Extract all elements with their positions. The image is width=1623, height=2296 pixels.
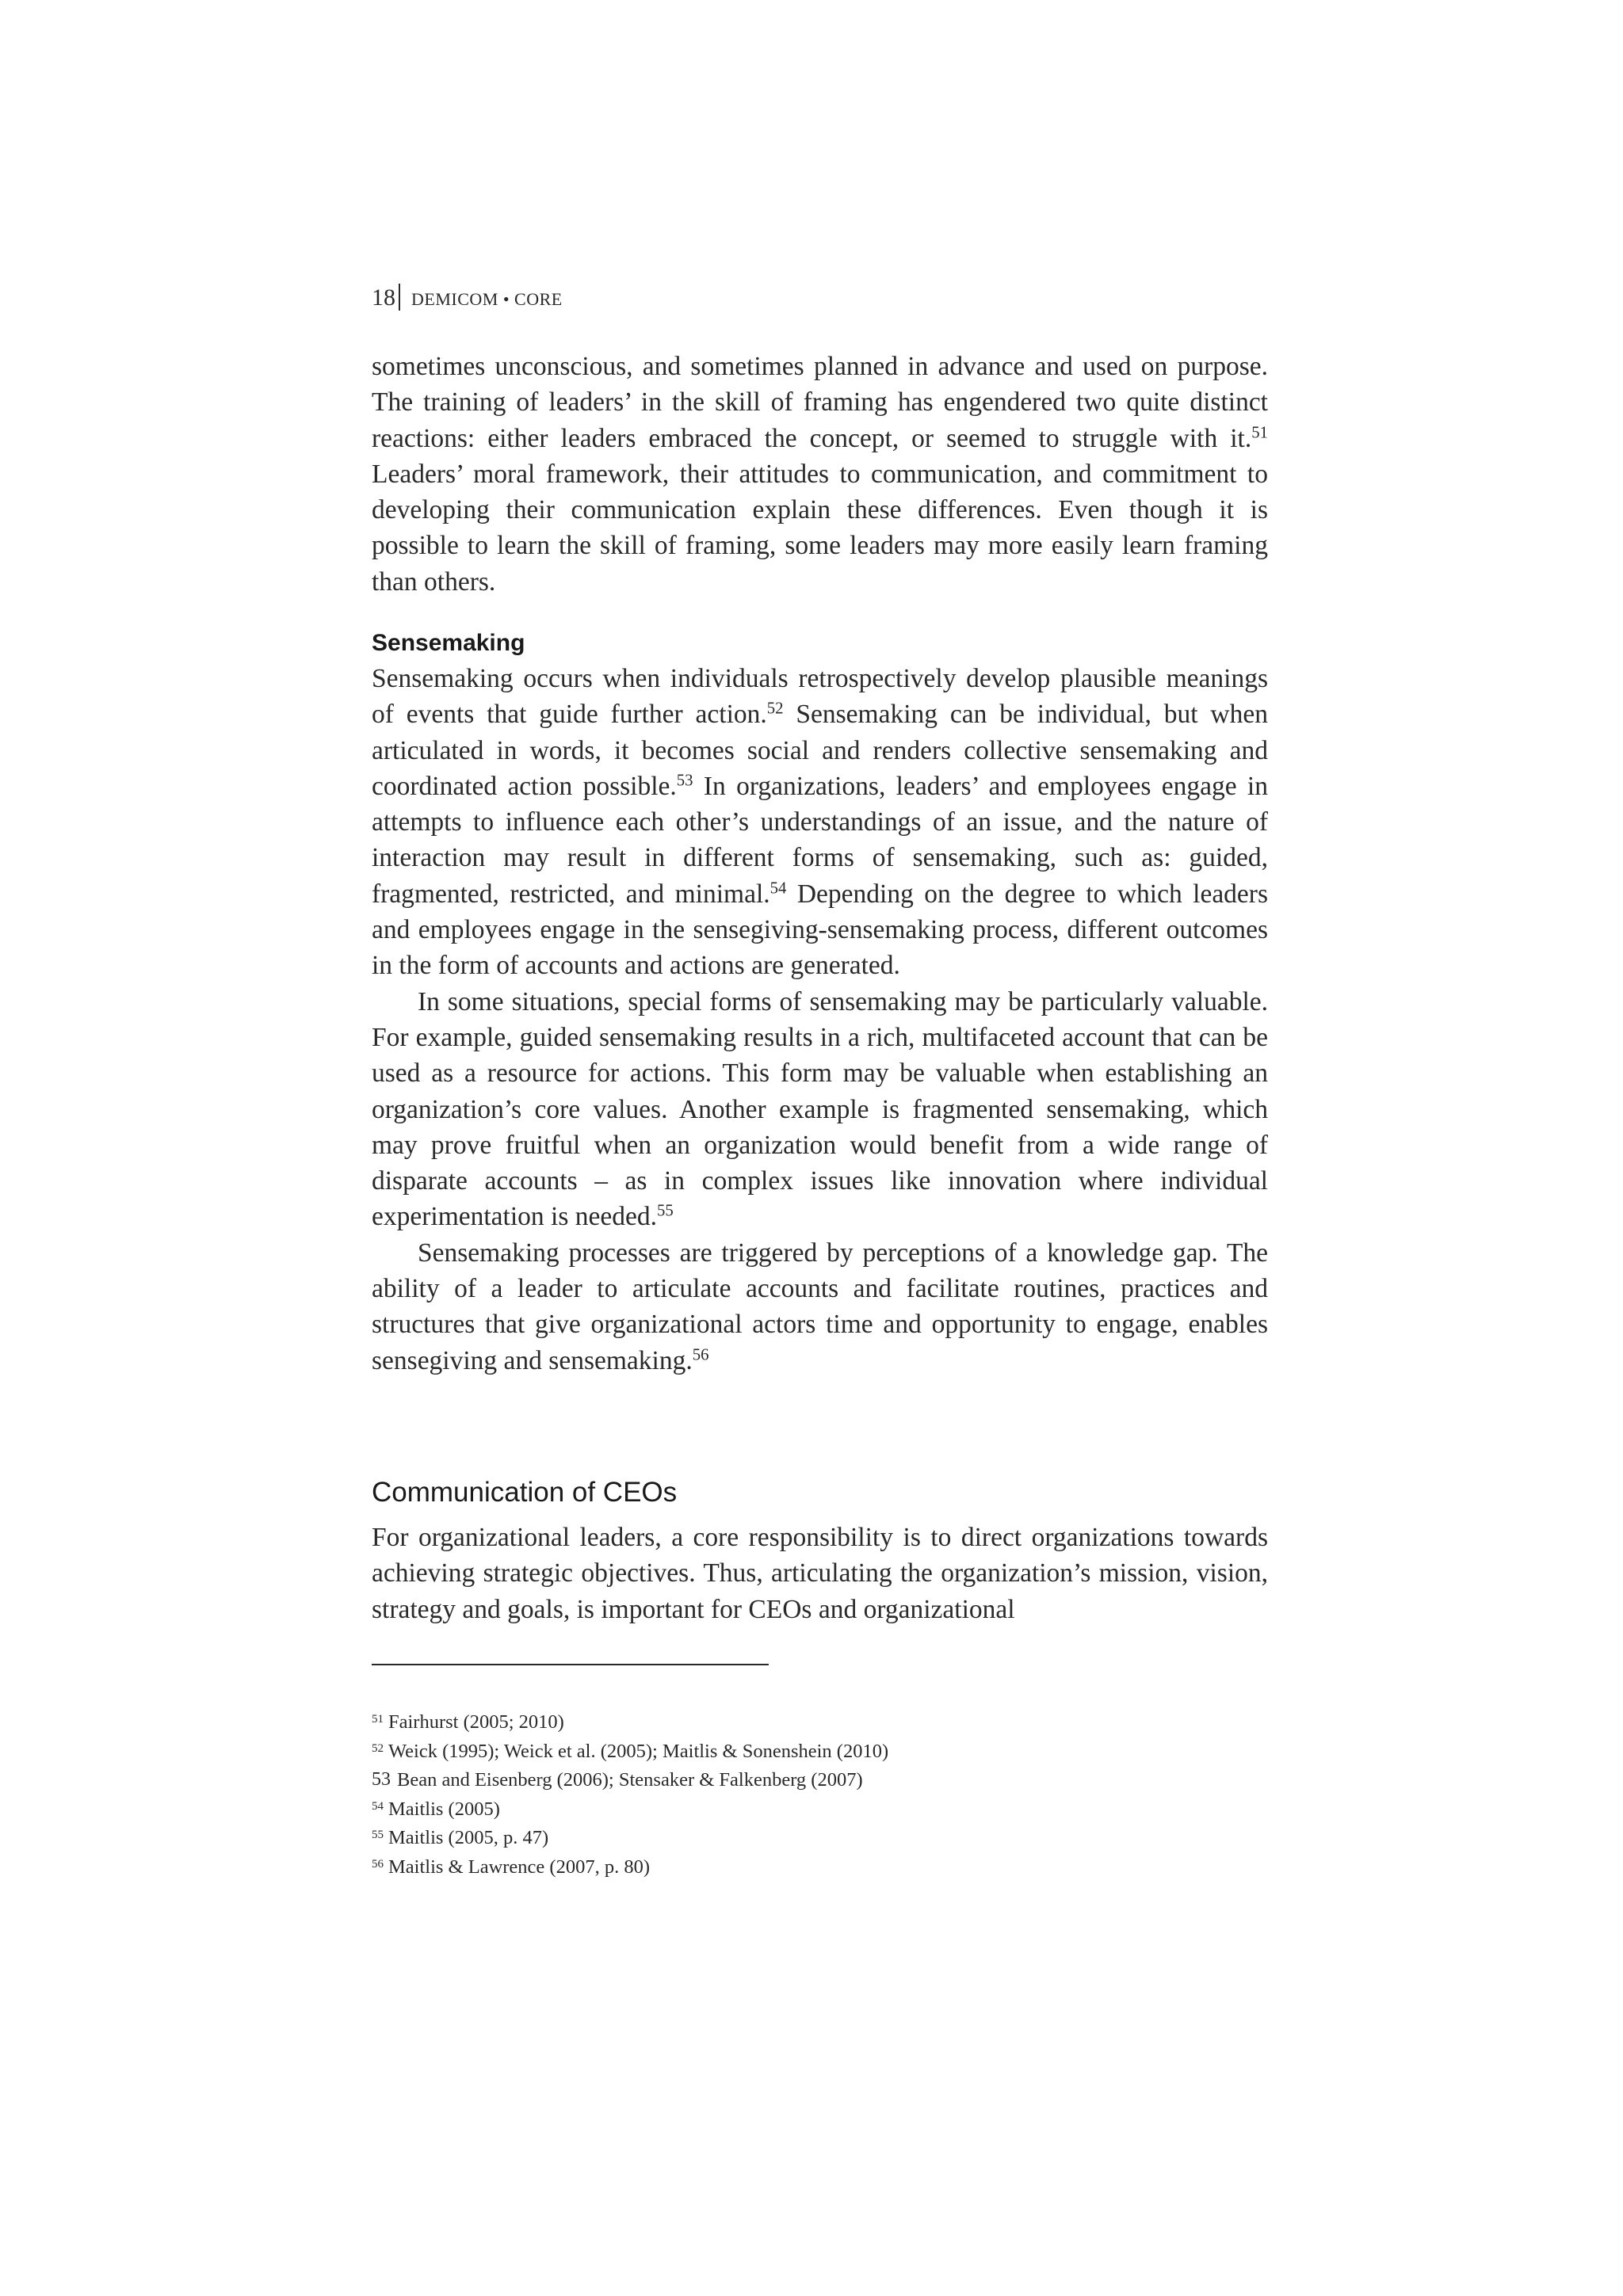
ceo-paragraph: For organizational leaders, a core responsibility is to direct organizations towards achieving strategic objectives. Thus, articulating the organization’s mission, vision, strategy and goals, is important for CEOs and organizational	[372, 1523, 1268, 1624]
sm-p2-text: In some situations, special forms of sensemaking may be particularly valuable. For example, guided sensemaking results in a rich, multifaceted account that can be used as a resource for actions. This form may be valuable when establishing an organization’s core values. Another example is fragmented sensemaking, which may prove fruitful when an organization would benefit from a wide range of disparate accounts – as in complex issues like innovation where individual experimentation is needed.	[372, 986, 1268, 1232]
header-divider	[399, 284, 400, 311]
sensemaking-paragraph-1	[372, 661, 1268, 984]
footnote-55	[372, 1824, 1268, 1853]
footnote-number: 56	[372, 1857, 384, 1871]
sm-p3-text: Sensemaking processes are triggered by perceptions of a knowledge gap. The ability of a leader to articulate accounts and facilitate routines, practices and structures that give organizational actors time and opportunity to engage, enables sensegiving and sensemaking.	[372, 1238, 1268, 1375]
footnote-text: Weick (1995); Weick et al. (2005); Maitlis & Sonenshein (2010)	[388, 1740, 889, 1762]
footnote-51	[372, 1708, 1268, 1737]
footnote-ref-55[interactable]: 55	[657, 1202, 674, 1221]
sensemaking-paragraph-2	[372, 984, 1268, 1235]
footnote-text: Maitlis (2005, p. 47)	[388, 1827, 549, 1848]
footnote-54	[372, 1795, 1268, 1825]
footnote-56	[372, 1853, 1268, 1882]
footnote-text: Fairhurst (2005; 2010)	[388, 1711, 564, 1733]
intro-text-2: Leaders’ moral framework, their attitudes to communication, and commitment to developing their communication explain these differences. Even though it is possible to learn the skill of framing, some leaders may more easily learn framing than others.	[372, 459, 1268, 597]
footnote-ref-54[interactable]: 54	[769, 879, 787, 898]
footnote-text: Bean and Eisenberg (2006); Stensaker & Falkenberg (2007)	[397, 1769, 863, 1791]
sensemaking-body	[372, 661, 1268, 1379]
page-number: 18	[372, 284, 395, 311]
footnote-ref-56[interactable]: 56	[692, 1345, 709, 1364]
footnote-text: Maitlis (2005)	[388, 1798, 500, 1820]
footnote-ref-52[interactable]: 52	[766, 699, 784, 718]
sm-p1-part1: Sensemaking occurs when individuals retrospectively develop plausible meanings of events that guide further action.	[372, 664, 1268, 730]
page-header	[372, 282, 563, 315]
footnote-number: 52	[372, 1741, 384, 1755]
intro-paragraph	[372, 349, 1268, 600]
sm-p1-part4: Depending on the degree to which leaders and employees engage in the sensegiving-sensemaking process, different outcomes in the form of accounts and actions are generated.	[372, 879, 1268, 981]
footnote-52	[372, 1737, 1268, 1767]
sm-p1-part2: Sensemaking can be individual, but when articulated in words, it becomes social and renders collective sensemaking and coordinated action possible.	[372, 700, 1268, 801]
footnote-text: Maitlis & Lawrence (2007, p. 80)	[388, 1855, 650, 1878]
intro-text-1: sometimes unconscious, and sometimes planned in advance and used on purpose. The training of leaders’ in the skill of framing has engendered two quite distinct reactions: either leaders embraced the concept, or seemed to struggle with it.	[372, 352, 1268, 453]
footnote-number: 55	[372, 1829, 384, 1842]
footnote-number: 53	[372, 1768, 391, 1790]
subheading-sensemaking: Sensemaking	[372, 630, 525, 656]
section-heading-ceos: Communication of CEOs	[372, 1477, 678, 1508]
footnotes	[372, 1708, 1268, 1882]
footnote-separator	[372, 1664, 769, 1665]
sm-p1-part3: In organizations, leaders’ and employees engage in attempts to influence each other’s understandings of an issue, and the nature of interaction may result in different forms of sensemaking, such as: guided, fragmented, restricted, and minimal.	[372, 771, 1268, 909]
footnote-number: 51	[372, 1713, 384, 1726]
footnote-ref-51[interactable]: 51	[1251, 423, 1268, 442]
ceo-body	[372, 1520, 1268, 1627]
footnote-number: 54	[372, 1799, 384, 1813]
running-title: DEMICOM • CORE	[411, 289, 563, 309]
sensemaking-paragraph-3	[372, 1235, 1268, 1379]
footnote-ref-53[interactable]: 53	[676, 771, 693, 790]
footnote-53	[372, 1766, 1268, 1795]
